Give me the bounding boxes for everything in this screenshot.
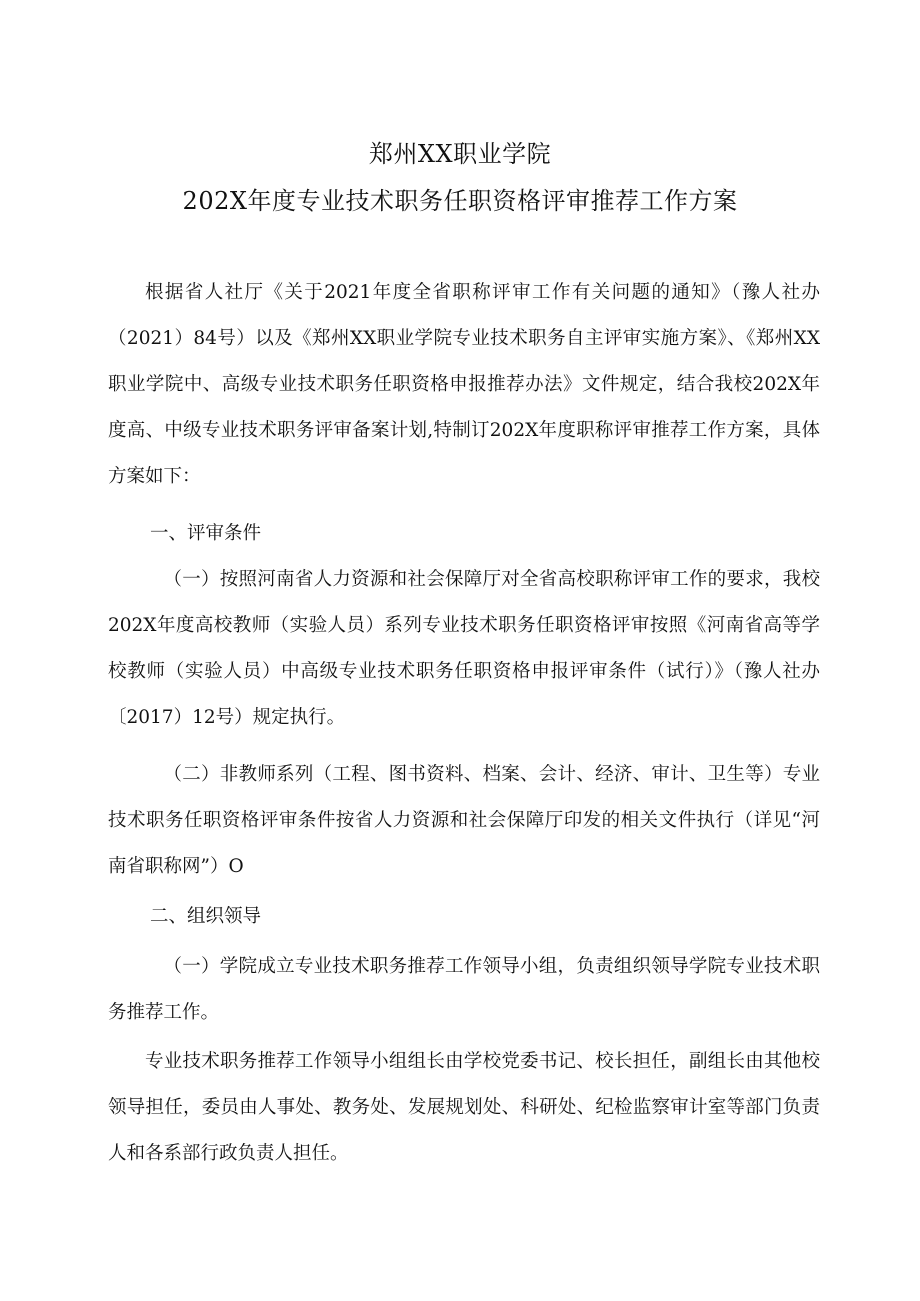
section-heading-organization-leadership: 二、组织领导	[150, 906, 262, 927]
section-heading-review-conditions: 一、评审条件	[150, 523, 262, 544]
paragraph-non-teacher-series-conditions: （二）非教师系列（工程、图书资料、档案、会计、经济、审计、卫生等）专业技术职务任职资格评审条件按省人力资源和社会保障厅印发的相关文件执行（详见“河南省职称网”）O	[108, 764, 820, 877]
paragraph-leading-group-composition: 专业技术职务推荐工作领导小组组长由学校党委书记、校长担任，副组长由其他校领导担任，委员由人事处、教务处、发展规划处、科研处、纪检监察审计室等部门负责人和各系部行政负责人担任。	[108, 1051, 820, 1164]
document-title-plan: 202X年度专业技术职务任职资格评审推荐工作方案	[182, 187, 738, 215]
paragraph-leading-group-established: （一）学院成立专业技术职务推荐工作领导小组，负责组织领导学院专业技术职务推荐工作。	[108, 956, 820, 1023]
intro-paragraph: 根据省人社厅《关于2021年度全省职称评审工作有关问题的通知》（豫人社办（2021）84号）以及《郑州XX职业学院专业技术职务自主评审实施方案》、《郑州XX职业学院中、高级专业技术职务任职资格申报推荐办法》文件规定，结合我校202X年度高、中级专业技术职务评审备案计划,特制订202X年度职称评审推荐工作方案，具体方案如下：	[108, 282, 820, 487]
document-title-institution: 郑州XX职业学院	[368, 140, 552, 168]
paragraph-teacher-series-conditions: （一）按照河南省人力资源和社会保障厅对全省高校职称评审工作的要求，我校202X年度高校教师（实验人员）系列专业技术职务任职资格评审按照《河南省高等学校教师（实验人员）中高级专业技术职务任职资格申报评审条件（试行）》（豫人社办〔2017）12号）规定执行。	[108, 569, 820, 728]
